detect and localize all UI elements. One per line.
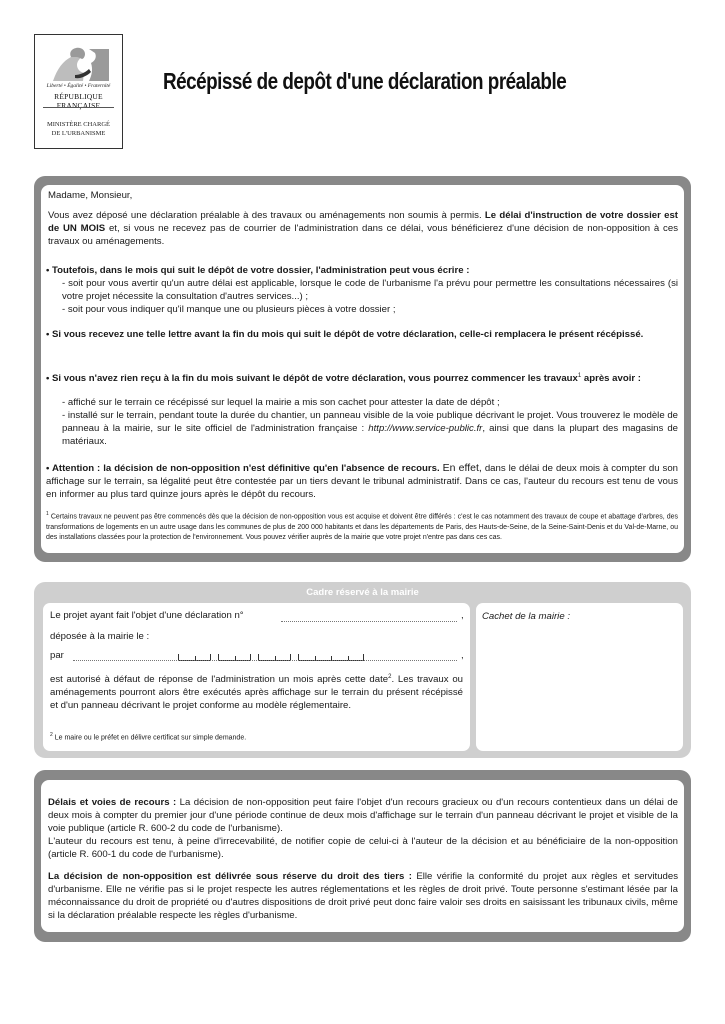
greeting: Madame, Monsieur, xyxy=(48,190,133,201)
logo-divider xyxy=(43,107,114,108)
bullet-rien-recu-item-1: - affiché sur le terrain ce récépissé sur lequel la mairie a mis son cachet pour attester la date de dépôt ; xyxy=(62,397,500,408)
cadre-mairie-panel xyxy=(34,582,691,758)
cadre-mairie-form xyxy=(43,603,470,751)
bullet-toutefois-item-1: - soit pour vous avertir qu'un autre délai est applicable, lorsque le code de l'urbanisme l'a prévu pour permettre les consultations nécessaires (si votre projet nécessite la consultation d'autres services...) ; xyxy=(62,278,678,302)
republic-name: RÉPUBLIQUE FRANÇAISE xyxy=(54,92,103,110)
depositor-comma: , xyxy=(461,650,464,661)
footnote-1: $^1$ Certains travaux ne peuvent pas être commencés dès que la décision de non-opposition vous est acquise et doivent être différés : c'est le cas notamment des travaux de coupe et abattage d'arbres, des transformations de logements en un autre usage dans les communes de plus de 200 000 habitants et dans les départements de Paris, des Hauts-de-Seine, de la Seine-Saint-Denis et du Val-de-Marne, ou des installations classées pour la protection de l'environnement. Vous pouvez vérifier auprès de la mairie que votre projet n'entre pas dans ces cas. xyxy=(46,511,679,542)
recours-paragraph: Délais et voies de recours : La décision de non-opposition peut faire l'objet d'un recours gracieux ou d'un recours contentieux dans un délai de deux mois à compter du premier jour d'une période continue de deux mois d'affichage sur le terrain d'un panneau décrivant le projet et visible de la voie publique (article R. 600-2 du code de l'urbanisme). xyxy=(48,797,678,834)
cadre-mairie-title: Cadre réservé à la mairie xyxy=(306,587,419,598)
intro-paragraph: Vous avez déposé une déclaration préalable à des travaux ou aménagements non soumis à permis. Le délai d'instruction de votre dossier est de UN MOIS et, si vous ne recevez pas de courrier de l'administration dans ce délai, vous bénéficierez d'une décision de non-opposition à ces travaux ou aménagements. xyxy=(48,210,678,247)
bullet-toutefois: • Toutefois, dans le mois qui suit le dépôt de votre dossier, l'administration peut vous écrire : xyxy=(46,265,470,276)
bullet-toutefois-item-2: - soit pour vous indiquer qu'il manque une ou plusieurs pièces à votre dossier ; xyxy=(62,304,396,315)
bullet-rien-recu: • Si vous n'avez rien reçu à la fin du mois suivant le dépôt de votre déclaration, vous pourrez commencer les travaux$^1$ après avoir : xyxy=(46,373,641,385)
declaration-number-comma: , xyxy=(461,610,464,621)
depositor-field[interactable] xyxy=(73,660,457,661)
deposit-date-label: déposée à la mairie le : xyxy=(50,631,150,642)
declaration-number-label: Le projet ayant fait l'objet d'une déclaration n° xyxy=(50,610,244,621)
depositor-label: par xyxy=(50,650,64,661)
republique-francaise-logo xyxy=(34,34,123,149)
notification-paragraph: L'auteur du recours est tenu, à peine d'irrecevabilité, de notifier copie de celui-ci à l'auteur de la décision et au bénéficiaire de la non-opposition (article R. 600-1 du code de l'urbanisme). xyxy=(48,836,678,860)
cachet-label: Cachet de la mairie : xyxy=(482,611,570,622)
ministry-name: MINISTÈRE CHARGÉ DE L'URBANISME xyxy=(46,121,110,137)
bullet-rien-recu-item-2: - installé sur le terrain, pendant toute la durée du chantier, un panneau visible de la voie publique décrivant le projet. Vous trouverez le modèle de panneau à la mairie, sur le site officiel de l'administration française : http://www.service-public.fr, ainsi que dans la plupart des magasins de matériaux. xyxy=(62,410,679,447)
declaration-number-field[interactable] xyxy=(281,621,457,622)
bullet-attention: • Attention : la décision de non-opposition n'est définitive qu'en l'absence de recours. En effet, dans le délai de deux mois à compter du son affichage sur le terrain, sa légalité peut être contestée par un tiers devant le tribunal administratif. Dans ce cas, l'auteur du recours est tenu de vous en informer au plus tard quinze jours après le dépôt du recours. xyxy=(46,462,679,500)
footnote-2: $^2$ Le maire ou le préfet en délivre certificat sur simple demande. xyxy=(50,732,247,742)
autorisation-paragraph: est autorisé à défaut de réponse de l'administration un mois après cette date$^2$. Les travaux ou aménagements pourront alors être exécutés après affichage sur le terrain du présent récépissé et d'un panneau décrivant le projet conforme au modèle réglementaire. xyxy=(50,674,463,712)
droit-des-tiers-paragraph: La décision de non-opposition est délivrée sous réserve du droit des tiers : Elle vérifie la conformité du projet aux règles et servitudes d'urbanisme. Elle ne vérifie pas si le projet respecte les autres réglementations et les règles de droit privé. Toute personne s'estimant lésée par la méconnaissance du droit de propriété ou d'autres dispositions de droit privé peut donc faire valoir ses droits en saisissant les tribunaux civils, même si la déclaration préalable respecte les règles d'urbanisme. xyxy=(48,871,679,921)
service-public-link[interactable]: http://www.service-public.fr xyxy=(368,423,483,434)
page-title: Récépissé de depôt d'une déclaration préalable xyxy=(163,68,567,94)
bullet-lettre: • Si vous recevez une telle lettre avant la fin du mois qui suit le dépôt de votre déclaration, celle-ci remplacera le présent récépissé. xyxy=(46,329,644,340)
marianne-logo-icon xyxy=(49,45,111,83)
motto-text: Liberté • Égalité • Fraternité xyxy=(46,83,111,89)
cachet-mairie-box xyxy=(476,603,683,751)
